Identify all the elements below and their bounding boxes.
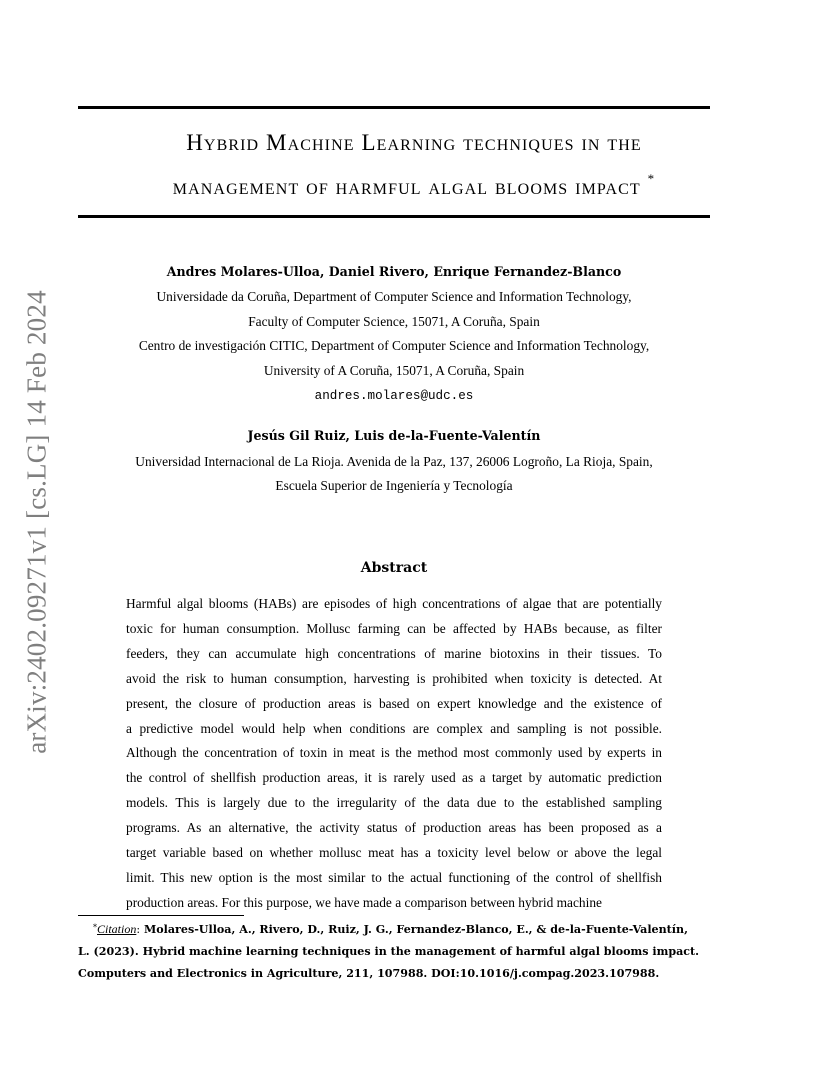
paper-title-line-1	[0, 130, 828, 156]
footnote-citation-label: Citation	[97, 922, 137, 936]
abstract-line: limit. This new option is the most similar to the actual functioning of the control of shellfish	[126, 869, 662, 885]
abstract-line: feeders, they can accumulate high concentrations of marine biotoxins in their tissues. To	[126, 645, 662, 661]
paper-title-line-2	[0, 171, 828, 200]
citation-footnote	[78, 918, 714, 986]
abstract-heading: Abstract	[360, 560, 428, 576]
abstract-line: toxic for human consumption. Mollusc farming can be affected by HABs because, as filter	[126, 620, 662, 636]
abstract-line: avoid the risk to human consumption, harvesting is prohibited when toxicity is detected. At	[126, 670, 662, 686]
affiliation-1-line-4: University of A Coruña, 15071, A Coruña, Spain	[263, 363, 525, 378]
abstract-line: the control of shellfish production areas, it is rarely used as a target by automatic prediction	[126, 770, 662, 786]
abstract-line: Harmful algal blooms (HABs) are episodes of high concentrations of algae that are potentially	[126, 596, 662, 611]
footnote-marker: *	[93, 923, 97, 932]
footnote-text-1: Molares-Ulloa, A., Rivero, D., Ruiz, J. G., Fernandez-Blanco, E., & de-la-Fuente-Valentín,	[143, 923, 688, 936]
abstract-line: production areas. For this purpose, we have made a comparison between hybrid machine	[126, 894, 602, 910]
title-bottom-rule	[78, 215, 710, 218]
affiliation-1-line-1: Universidade da Coruña, Department of Computer Science and Information Technology,	[156, 289, 632, 304]
title-top-rule	[78, 106, 710, 109]
author-names-group-2: Jesús Gil Ruiz, Luis de-la-Fuente-Valentín	[247, 428, 541, 443]
footnote-colon: :	[136, 923, 141, 936]
affiliation-1-line-2: Faculty of Computer Science, 15071, A Coruña, Spain	[248, 314, 540, 329]
arxiv-identifier-text: arXiv:2402.09271v1 [cs.LG] 14 Feb 2024	[21, 290, 52, 754]
abstract-line: Although the concentration of toxin in meat is the method most commonly used by experts in	[126, 745, 662, 761]
title-footnote-marker[interactable]: *	[647, 171, 656, 186]
abstract-body	[126, 592, 662, 916]
author-names-group-1: Andres Molares-Ulloa, Daniel Rivero, Enrique Fernandez-Blanco	[166, 264, 622, 279]
affiliation-2-line-2: Escuela Superior de Ingeniería y Tecnología	[275, 478, 513, 493]
paper-title-text-2: management of harmful algal blooms impact	[172, 174, 641, 199]
abstract-line: models. This is largely due to the irregularity of the data due to the established sampling	[126, 795, 662, 811]
abstract-line: present, the closure of production areas is based on expert knowledge and the existence of	[126, 695, 662, 711]
abstract-line: programs. As an alternative, the activity status of production areas has been proposed as a	[126, 820, 662, 836]
footnote-line-1	[78, 918, 714, 941]
contact-email[interactable]: andres.molares@udc.es	[314, 389, 474, 403]
abstract-line: a predictive model would help when conditions are complex and sampling is not possible.	[126, 720, 662, 736]
footnote-separator	[78, 915, 244, 916]
paper-title-text-1: Hybrid Machine Learning techniques in the	[186, 130, 642, 155]
footnote-line-2: L. (2023). Hybrid machine learning techniques in the management of harmful algal blooms impact.	[78, 945, 700, 959]
affiliation-2-line-1: Universidad Internacional de La Rioja. Avenida de la Paz, 137, 26006 Logroño, La Rioja, Spain,	[135, 454, 653, 469]
footnote-line-3: Computers and Electronics in Agriculture, 211, 107988. DOI:10.1016/j.compag.2023.107988.	[78, 967, 660, 981]
abstract-line: target variable based on whether mollusc meat has a toxicity level below or above the legal	[126, 845, 662, 861]
affiliation-1-line-3: Centro de investigación CITIC, Department of Computer Science and Information Technology,	[138, 338, 650, 353]
